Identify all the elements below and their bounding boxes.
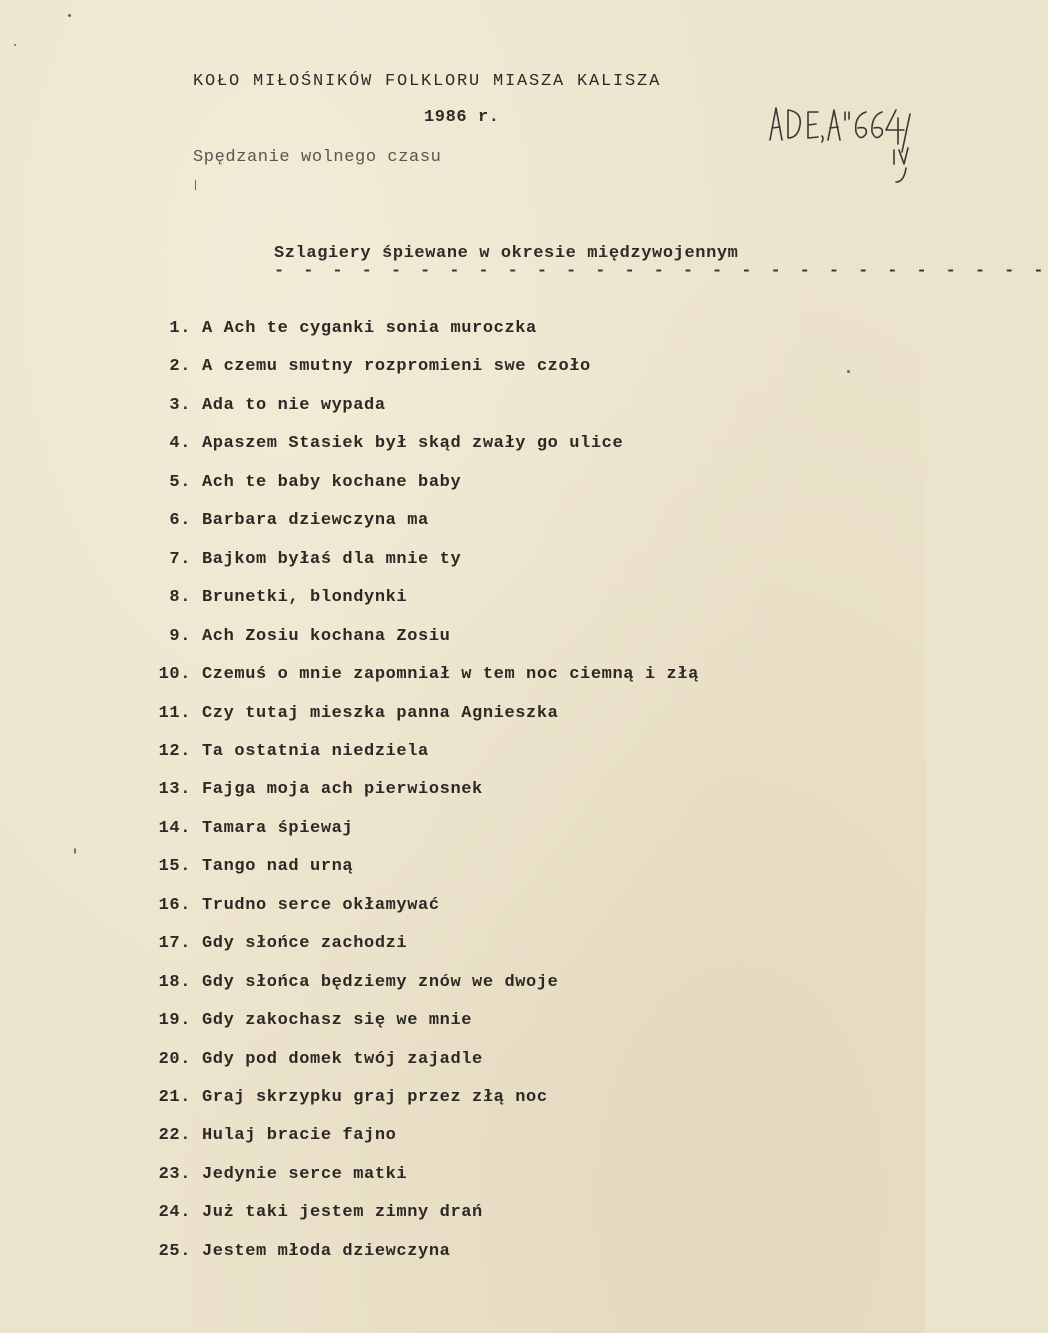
- document-subject: Spędzanie wolnego czasu: [193, 148, 442, 167]
- song-title: Apaszem Stasiek był skąd zwały go ulice: [202, 434, 624, 453]
- song-title: Ta ostatnia niedziela: [202, 742, 429, 761]
- song-list-item: [0, 895, 925, 917]
- song-list-item: [0, 549, 925, 571]
- song-number: 23.: [158, 1165, 191, 1184]
- paper-speck: [847, 370, 850, 373]
- song-title: Barbara dziewczyna ma: [202, 511, 429, 530]
- song-list-item: [0, 1202, 925, 1224]
- song-title: Czemuś o mnie zapomniał w tem noc ciemną i złą: [202, 665, 699, 684]
- song-title: Tango nad urną: [202, 857, 354, 876]
- song-title: Czy tutaj mieszka panna Agnieszka: [202, 704, 559, 723]
- song-list-item: [0, 741, 925, 763]
- song-title: Ach te baby kochane baby: [202, 473, 462, 492]
- song-number: 11.: [158, 704, 191, 723]
- song-title: Graj skrzypku graj przez złą noc: [202, 1088, 548, 1107]
- song-title: Gdy słońca będziemy znów we dwoje: [202, 973, 559, 992]
- song-number: 25.: [158, 1242, 191, 1261]
- song-number: 6.: [169, 511, 191, 530]
- song-number: 13.: [158, 780, 191, 799]
- paper-speck: [195, 180, 196, 190]
- song-number: 20.: [158, 1050, 191, 1069]
- song-number: 5.: [169, 473, 191, 492]
- song-number: 22.: [158, 1126, 191, 1145]
- song-title: Fajga moja ach pierwiosnek: [202, 780, 483, 799]
- song-list-item: [0, 1010, 925, 1032]
- list-title: Szlagiery śpiewane w okresie międzywojennym: [274, 244, 739, 263]
- song-list-item: [0, 779, 925, 801]
- organization-title: KOŁO MIŁOŚNIKÓW FOLKLORU MIASZA KALISZA: [193, 72, 662, 91]
- song-title: Hulaj bracie fajno: [202, 1126, 397, 1145]
- song-list-item: [0, 1241, 925, 1263]
- song-list-item: [0, 510, 925, 532]
- song-list-item: [0, 818, 925, 840]
- song-title: Ada to nie wypada: [202, 396, 386, 415]
- song-list-item: [0, 856, 925, 878]
- song-list-item: [0, 587, 925, 609]
- song-title: Ach Zosiu kochana Zosiu: [202, 627, 451, 646]
- song-number: 16.: [158, 896, 191, 915]
- song-list-item: [0, 318, 925, 340]
- song-number: 12.: [158, 742, 191, 761]
- song-list-item: [0, 1087, 925, 1109]
- song-title: Gdy słońce zachodzi: [202, 934, 408, 953]
- song-list-item: [0, 395, 925, 417]
- song-number: 1.: [169, 319, 191, 338]
- song-number: 9.: [169, 627, 191, 646]
- song-title: A Ach te cyganki sonia muroczka: [202, 319, 537, 338]
- song-number: 3.: [169, 396, 191, 415]
- song-list-item: [0, 356, 925, 378]
- song-list-item: [0, 433, 925, 455]
- paper-speck: [14, 44, 16, 46]
- song-list-item: [0, 1125, 925, 1147]
- song-number: 24.: [158, 1203, 191, 1222]
- song-number: 15.: [158, 857, 191, 876]
- song-title: Gdy pod domek twój zajadle: [202, 1050, 483, 1069]
- song-list-item: [0, 472, 925, 494]
- song-list-item: [0, 703, 925, 725]
- song-list-item: [0, 664, 925, 686]
- song-number: 8.: [169, 588, 191, 607]
- song-number: 4.: [169, 434, 191, 453]
- song-title: A czemu smutny rozpromieni swe czoło: [202, 357, 591, 376]
- song-title: Bajkom byłaś dla mnie ty: [202, 550, 462, 569]
- song-number: 10.: [158, 665, 191, 684]
- song-list-item: [0, 1049, 925, 1071]
- song-number: 7.: [169, 550, 191, 569]
- song-title: Jestem młoda dziewczyna: [202, 1242, 451, 1261]
- paper-speck: [68, 14, 71, 17]
- song-list-item: [0, 972, 925, 994]
- song-number: 21.: [158, 1088, 191, 1107]
- song-number: 17.: [158, 934, 191, 953]
- song-title: Jedynie serce matki: [202, 1165, 408, 1184]
- song-list-item: [0, 1164, 925, 1186]
- song-number: 19.: [158, 1011, 191, 1030]
- paper-speck: [74, 848, 76, 854]
- song-list-item: [0, 626, 925, 648]
- song-list-item: [0, 933, 925, 955]
- song-title: Tamara śpiewaj: [202, 819, 354, 838]
- song-number: 14.: [158, 819, 191, 838]
- song-number: 18.: [158, 973, 191, 992]
- song-title: Brunetki, blondynki: [202, 588, 408, 607]
- song-title: Już taki jestem zimny drań: [202, 1203, 483, 1222]
- title-underline: - - - - - - - - - - - - - - - - - - - - - - - - - - -: [274, 262, 1048, 281]
- song-number: 2.: [169, 357, 191, 376]
- song-title: Gdy zakochasz się we mnie: [202, 1011, 473, 1030]
- document-year: 1986 r.: [424, 108, 500, 127]
- song-title: Trudno serce okłamywać: [202, 896, 440, 915]
